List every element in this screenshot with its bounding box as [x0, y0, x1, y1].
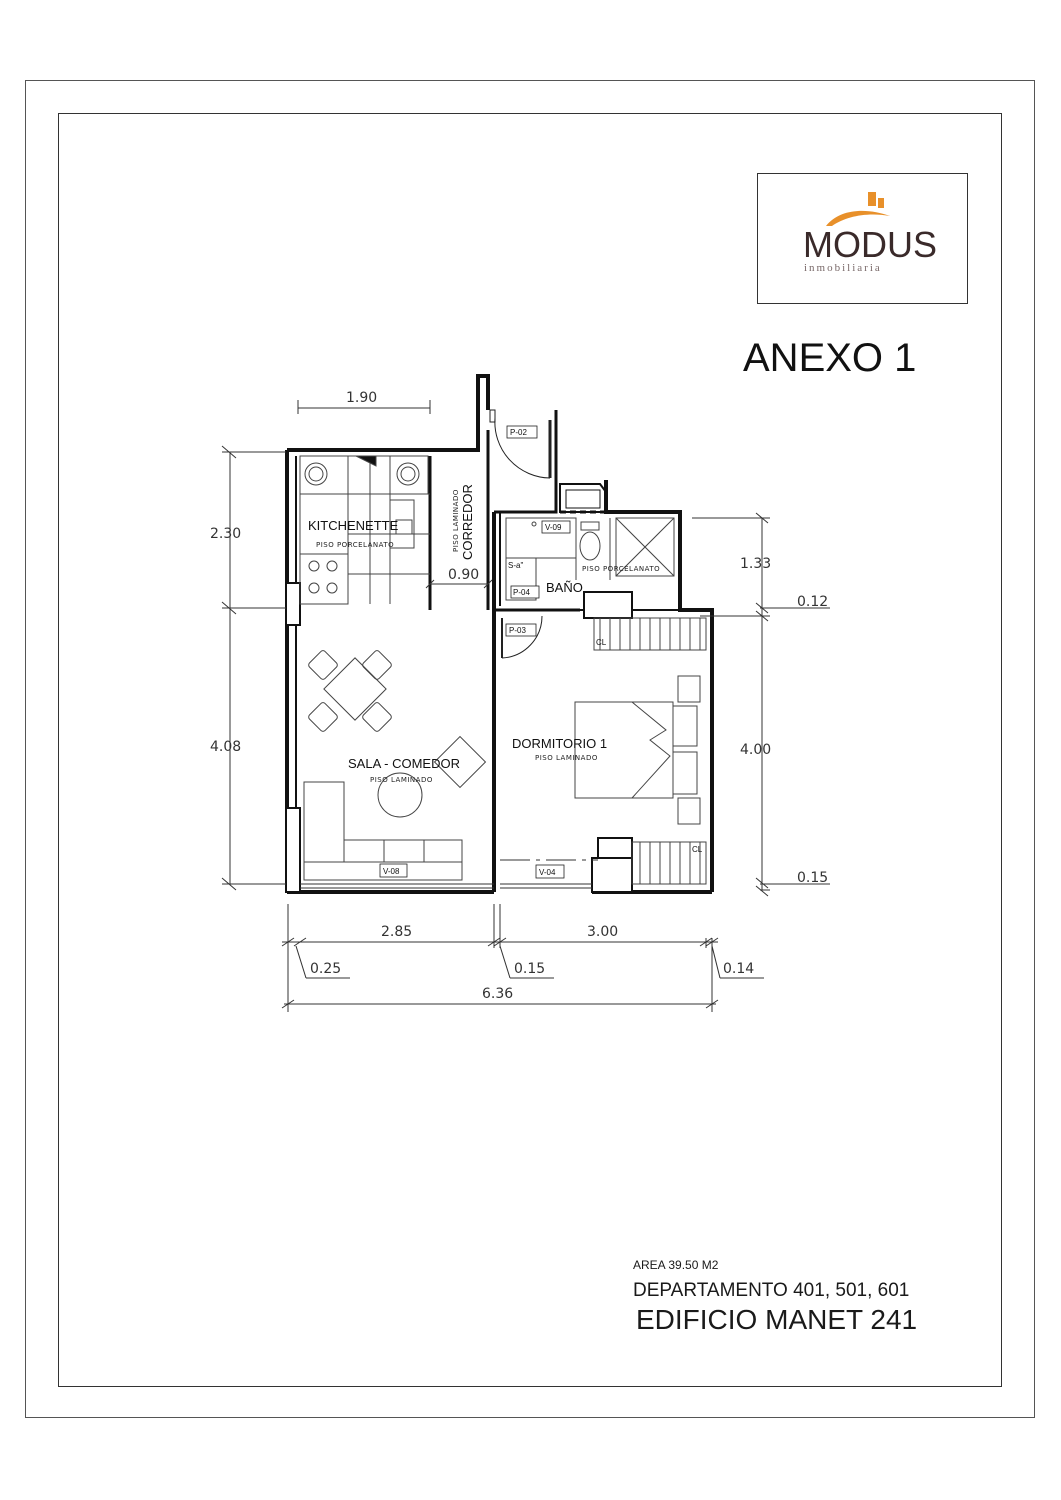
room-label-kitchenette: KITCHENETTE: [308, 518, 399, 533]
dimension-lines: [222, 400, 830, 1012]
dim-bottom-living: 2.85: [381, 924, 413, 940]
window-tag-v04: [536, 865, 564, 878]
info-area: AREA 39.50 M2: [633, 1258, 719, 1272]
column-left-lower: [286, 808, 300, 892]
svg-text:P-03: P-03: [509, 626, 526, 635]
dim-bottom-wall3: 0.14: [723, 961, 755, 977]
svg-text:P-04: P-04: [513, 588, 530, 597]
floor-label-bath: PISO PORCELANATO: [582, 565, 661, 573]
door-tag-p04: [511, 586, 539, 598]
wall-right: [606, 480, 712, 892]
floor-label-living: PISO LAMINADO: [370, 776, 433, 784]
dim-bottom-wall1: 0.25: [310, 961, 342, 977]
window-living: [300, 884, 494, 888]
dim-left-upper: 2.30: [210, 526, 242, 542]
room-label-living: SALA - COMEDOR: [348, 756, 460, 771]
info-apartments: DEPARTAMENTO 401, 501, 601: [633, 1280, 910, 1301]
walls: [287, 376, 712, 892]
window-tag-v08: [380, 864, 407, 877]
wall-bath-top: [494, 480, 556, 512]
svg-text:V-09: V-09: [545, 523, 562, 532]
dim-right-gap2: 0.15: [797, 870, 829, 886]
svg-text:V-08: V-08: [383, 867, 400, 876]
logo-name: MODUS: [803, 224, 937, 265]
logo-subtitle: inmobiliaria: [804, 262, 882, 274]
room-label-bedroom: DORMITORIO 1: [512, 736, 608, 751]
dim-right-bath: 1.33: [740, 556, 772, 572]
door-tag-p02: [507, 426, 537, 438]
room-label-corridor: CORREDOR: [460, 484, 475, 560]
annex-title: ANEXO 1: [743, 336, 917, 380]
bedroom-furniture: [575, 618, 706, 884]
dim-bottom-bed: 3.00: [587, 924, 619, 940]
dim-right-gap1: 0.12: [797, 594, 829, 610]
shelf-tag: S-a": [508, 561, 524, 570]
shaft: [560, 484, 606, 512]
door-tag-p03: [506, 624, 536, 636]
window-tag-v09: [542, 521, 570, 533]
info-building: EDIFICIO MANET 241: [636, 1304, 918, 1335]
floor-label-corridor: PISO LAMINADO: [452, 489, 460, 552]
dim-right-bed: 4.00: [740, 742, 772, 758]
wall-top-kitchen: [287, 376, 488, 450]
column-bed-lower: [592, 858, 632, 892]
svg-text:P-02: P-02: [510, 428, 527, 437]
room-label-bath: BAÑO: [546, 580, 583, 595]
closet-tag-1: CL: [596, 638, 607, 647]
dim-left-lower: 4.08: [210, 739, 242, 755]
svg-text:V-04: V-04: [539, 868, 556, 877]
dim-top-kitchen: 1.90: [346, 390, 378, 406]
closet-tag-2: CL: [692, 845, 703, 854]
column-bath: [584, 592, 632, 618]
dim-corridor: 0.90: [448, 567, 480, 583]
dim-bottom-wall2: 0.15: [514, 961, 546, 977]
column-bed: [598, 838, 632, 858]
column-left-upper: [286, 583, 300, 625]
dim-bottom-total: 6.36: [482, 986, 514, 1002]
floor-label-kitchen: PISO PORCELANATO: [316, 541, 395, 549]
floor-label-bedroom: PISO LAMINADO: [535, 754, 598, 762]
